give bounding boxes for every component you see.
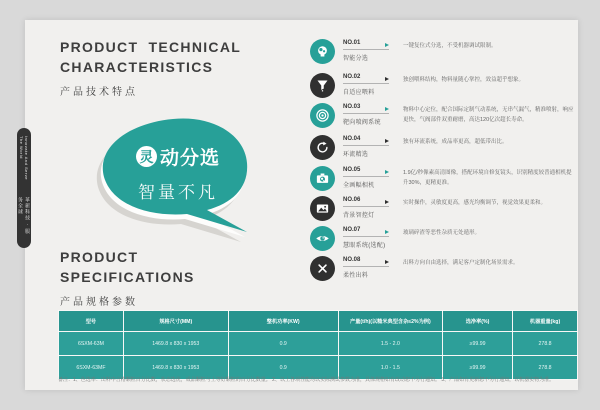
feature-item-03 — [310, 103, 578, 133]
col-header-weight: 机器重量(kg) — [513, 311, 578, 332]
cell-power: 0.9 — [228, 332, 338, 356]
section-specifications-header — [60, 248, 195, 308]
feature-description: 独创喂料结构，物料量随心掌控，效益超乎想象。 — [403, 77, 525, 83]
feature-number: NO.01 — [343, 40, 389, 50]
characteristics-title-line1: PRODUCT TECHNICAL — [60, 39, 242, 55]
brain-gear-icon — [310, 39, 335, 64]
cell-accuracy: ≥99.99 — [443, 356, 513, 380]
feature-number: NO.08 — [343, 257, 389, 267]
cell-output: 1.5 - 2.0 — [338, 332, 442, 356]
side-tab-slogan-en: Innovate And Serve The World — [19, 136, 29, 180]
feature-description: 实时操作，灵敏度更高，感光均衡调节，视觉效果更柔和。 — [403, 200, 547, 206]
feature-item-07 — [310, 226, 578, 256]
feature-item-01 — [310, 39, 578, 69]
feature-label: 自适应喂料 — [343, 90, 375, 96]
bubble-highlight-char: 灵 — [136, 146, 157, 167]
specifications-title-line1: PRODUCT — [60, 249, 139, 265]
characteristics-title-line2: CHARACTERISTICS — [60, 58, 214, 75]
feature-label: 柔性出料 — [343, 273, 369, 279]
feature-label: 慧眼系统(选配) — [343, 243, 386, 249]
feature-label: 背景智控灯 — [343, 213, 375, 219]
col-header-size: 规格尺寸(MM) — [123, 311, 228, 332]
footnote: 备注：1、色选率：出料中合格颗粒百分比数，状态选优，成品颗粒与上等好颗粒的百分比数量。 2、以上各项性能均以实际测试参数为准，具体规格如有改动恕不另行通知。 3、产品如有更新恕不另行通知，以机器实物为准。 — [58, 377, 555, 383]
feature-description: 玻璃碎渣等恶性杂质无处遁形。 — [403, 230, 481, 236]
specifications-subtitle: 产品规格参数 — [60, 297, 138, 309]
cell-power: 0.9 — [228, 356, 338, 380]
feature-item-02 — [310, 73, 578, 103]
specifications-title-line2: SPECIFICATIONS — [60, 268, 195, 285]
bubble-line1-rest: 动分选 — [159, 148, 220, 169]
feature-description: 物料中心定位，配合国际定制气动系统，无串气漏气，精准喷射，响应更快，气阀部件双重耐磨，高达120亿次超长寿命。 — [403, 107, 574, 123]
col-header-model: 型号 — [59, 311, 124, 332]
side-tab-slogan-zh: 革新科技 · 服务全球 — [17, 197, 30, 235]
feature-item-05 — [310, 166, 578, 196]
cell-accuracy: ≥99.99 — [443, 332, 513, 356]
bubble-text — [113, 143, 243, 203]
bubble-line1 — [113, 143, 243, 170]
refresh-icon — [310, 135, 335, 160]
brochure-page — [17, 20, 578, 390]
feature-label: 靶向喷阀系统 — [343, 120, 381, 126]
bubble-line2: 智量不凡 — [138, 183, 218, 202]
feature-number: NO.06 — [343, 197, 389, 207]
feature-number: NO.03 — [343, 104, 389, 114]
table-row — [59, 332, 578, 356]
cell-weight: 278.8 — [513, 332, 578, 356]
feature-description: 1.9亿/秒像素高清图像，搭配环境自修复镜头，识别精度较普通相机提升30%，更精更准。 — [403, 170, 572, 186]
spec-table-header-row — [59, 311, 578, 332]
feature-number: NO.07 — [343, 227, 389, 237]
col-header-output: 产量(t/h)(以糙米典型含杂≤2%为例) — [338, 311, 442, 332]
col-header-accuracy: 选净率(%) — [443, 311, 513, 332]
cell-weight: 278.8 — [513, 356, 578, 380]
target-icon — [310, 103, 335, 128]
feature-list — [310, 20, 578, 320]
feature-item-06 — [310, 196, 578, 226]
section-characteristics-header — [60, 38, 241, 98]
side-tab — [17, 128, 31, 248]
eye-icon — [310, 226, 335, 251]
cell-model: 6SXM-63MF — [59, 356, 124, 380]
cell-size: 1469.8 x 830 x 1953 — [123, 332, 228, 356]
feature-number: NO.02 — [343, 74, 389, 84]
feature-description: 独有环流系统，成品率更高，超低带出比。 — [403, 139, 508, 145]
feature-description: 出料方向自由选择，满足客户定制化场景需求。 — [403, 260, 519, 266]
feature-label: 全画幅相机 — [343, 183, 375, 189]
spec-table — [58, 310, 578, 380]
funnel-icon — [310, 73, 335, 98]
characteristics-subtitle: 产品技术特点 — [60, 87, 138, 99]
feature-number: NO.04 — [343, 136, 389, 146]
photo-icon — [310, 196, 335, 221]
camera-icon — [310, 166, 335, 191]
cell-model: 6SXM-63M — [59, 332, 124, 356]
cell-output: 1.0 - 1.5 — [338, 356, 442, 380]
feature-description: 一键复位式分选，不受机器调试限制。 — [403, 43, 497, 49]
feature-label: 智能分选 — [343, 56, 369, 62]
slogan-speech-bubble — [95, 115, 265, 245]
col-header-power: 整机功率(KW) — [228, 311, 338, 332]
feature-number: NO.05 — [343, 167, 389, 177]
table-row — [59, 356, 578, 380]
feature-item-04 — [310, 135, 578, 165]
feature-label: 环流精选 — [343, 152, 369, 158]
cell-size: 1469.8 x 830 x 1953 — [123, 356, 228, 380]
feature-item-08 — [310, 256, 578, 286]
crossed-tools-icon — [310, 256, 335, 281]
